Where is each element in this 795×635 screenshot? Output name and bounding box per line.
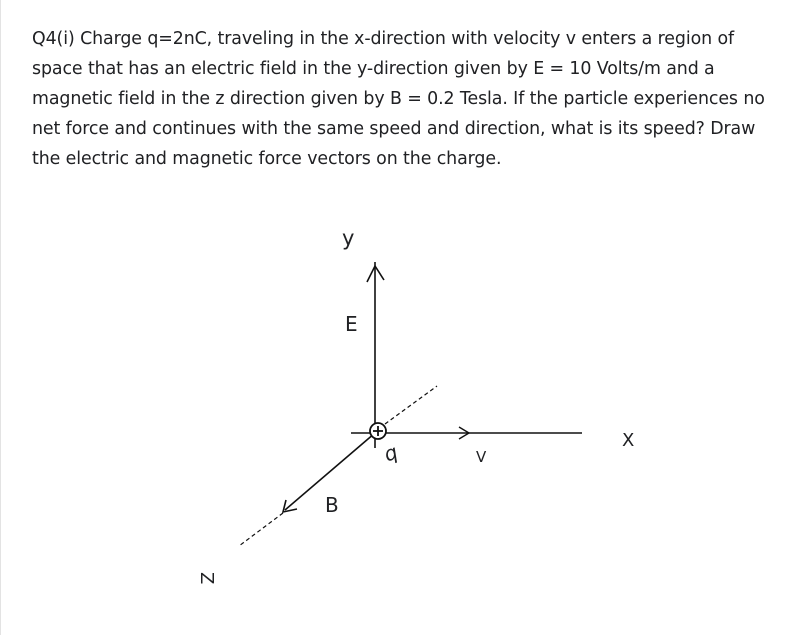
z-axis-label: Z — [196, 572, 217, 585]
charge-label: q — [380, 439, 401, 467]
x-axis-label: X — [622, 430, 635, 451]
z-axis-dashed-extension — [239, 513, 283, 546]
velocity-label: V — [476, 448, 487, 466]
question-text: Q4(i) Charge q=2nC, traveling in the x-direction with velocity v enters a region of space that has an electric field in the y-direction given by E = 10 Volts/m and a magnetic field in the z direction given by B = 0.2 Tesla. If the particle experiences no net force and continues with the same speed and direction, what is its speed? Draw the electric and magnetic force vectors on the charge. — [32, 29, 765, 169]
y-axis-label: y — [342, 226, 355, 250]
b-field-label: B — [325, 493, 339, 517]
charge-icon — [370, 423, 386, 439]
dashed-guide-line — [385, 386, 437, 424]
e-field-label: E — [345, 312, 358, 336]
field-diagram — [1, 0, 795, 635]
